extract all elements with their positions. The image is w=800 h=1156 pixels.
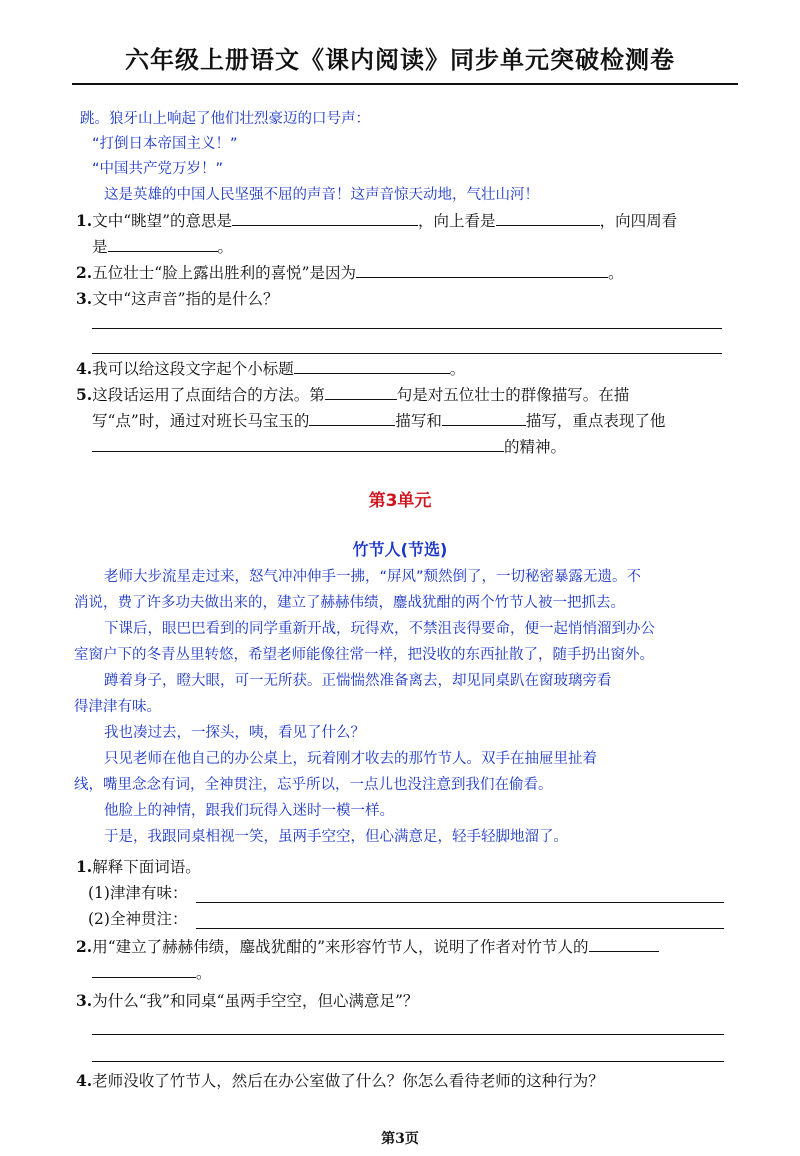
q4-text: 我可以给这段文字起个小标题 <box>92 360 294 378</box>
passage1-line-1: 跳。狼牙山上响起了他们壮烈豪迈的口号声： <box>80 111 370 127</box>
passage2-line-2: 消说，费了许多功夫做出来的，建立了赫赫伟绩，鏖战犹酣的两个竹节人被一把抓去。 <box>74 595 625 611</box>
u3-question-2 <box>76 936 659 958</box>
u3q1-sub1-blank[interactable] <box>196 902 724 903</box>
u3q2-text: 用“建立了赫赫伟绩，鏖战犹酣的”来形容竹节人，说明了作者对竹节人的 <box>92 938 589 956</box>
u3q2-blank-2[interactable] <box>92 962 196 978</box>
q1-blank-3[interactable] <box>108 236 218 252</box>
question-4 <box>76 358 465 380</box>
question-number: 1. <box>76 211 93 230</box>
q4-end: 。 <box>449 360 466 378</box>
question-5-cont-2 <box>92 436 566 458</box>
question-number: 2. <box>76 263 93 282</box>
u3q3-text: 为什么“我”和同桌“虽两手空空，但心满意足”？ <box>92 992 419 1010</box>
u3q2-blank-1[interactable] <box>589 936 659 952</box>
q3-answer-line-2[interactable] <box>92 353 722 354</box>
question-1-cont <box>92 236 233 258</box>
q4-blank[interactable] <box>294 358 450 374</box>
u3-question-1-sub2 <box>88 908 187 930</box>
q2-end: 。 <box>608 264 624 282</box>
u3-question-2-cont <box>92 962 212 984</box>
passage1-line-4: 这是英雄的中国人民坚强不屈的声音！这声音惊天动地，气壮山河！ <box>104 187 539 203</box>
u3q2-end: 。 <box>196 964 212 982</box>
passage2-line-9: 线，嘴里念念有词，全神贯注，忘乎所以，一点儿也没注意到我们在偷看。 <box>74 777 553 793</box>
u3-question-1 <box>76 856 201 878</box>
passage2-line-1: 老师大步流星走过来，怒气冲冲伸手一拂，“屏风”颓然倒了，一切秘密暴露无遗。不 <box>104 569 642 585</box>
question-5 <box>76 384 629 406</box>
q5-text-e: 描写，重点表现了他 <box>525 412 666 430</box>
passage2-line-8: 只见老师在他自己的办公桌上，玩着刚才收去的那竹节人。双手在抽屉里扯着 <box>104 751 597 767</box>
question-number: 1. <box>76 857 93 876</box>
q1-blank-1[interactable] <box>232 210 418 226</box>
q5-text-d: 描写和 <box>395 412 442 430</box>
passage-title: 竹节人(节选) <box>352 540 448 559</box>
u3q1-sub2-blank[interactable] <box>196 928 724 929</box>
q5-blank-4[interactable] <box>92 436 504 452</box>
q5-text-a: 这段话运用了点面结合的方法。第 <box>92 386 325 404</box>
u3q1-sub1-label: (1)津津有味： <box>88 884 188 902</box>
q1-text-3: ，向四周看 <box>599 212 678 230</box>
page-number: 第3页 <box>381 1131 419 1147</box>
question-2 <box>76 262 624 284</box>
q2-text: 五位壮士“脸上露出胜利的喜悦”是因为 <box>92 264 357 282</box>
question-1 <box>76 210 677 232</box>
q5-blank-2[interactable] <box>309 410 395 426</box>
q1-text: 文中“眺望”的意思是 <box>92 212 233 230</box>
q5-blank-3[interactable] <box>442 410 526 426</box>
q1-text-4: 是 <box>92 238 108 256</box>
q5-text-b: 句是对五位壮士的群像描写。在描 <box>396 386 630 404</box>
passage1-line-2: “打倒日本帝国主义！” <box>92 136 238 152</box>
u3q3-answer-line-1[interactable] <box>92 1034 724 1035</box>
question-number: 3. <box>76 289 93 308</box>
passage2-line-4: 室窗户下的冬青丛里转悠，希望老师能像往常一样，把没收的东西扯散了，随手扔出窗外。 <box>74 647 654 663</box>
q1-text-5: 。 <box>217 238 234 256</box>
q5-text-f: 的精神。 <box>504 438 567 456</box>
header-rule <box>72 83 738 85</box>
q5-blank-1[interactable] <box>325 384 397 400</box>
q1-text-2: ，向上看是 <box>418 212 496 230</box>
u3q1-text: 解释下面词语。 <box>92 858 201 876</box>
question-3 <box>76 288 279 310</box>
q1-blank-2[interactable] <box>496 210 600 226</box>
q2-blank[interactable] <box>356 262 608 278</box>
passage2-line-10: 他脸上的神情，跟我们玩得入迷时一模一样。 <box>104 803 394 819</box>
passage2-line-3: 下课后，眼巴巴看到的同学重新开战，玩得欢，不禁沮丧得要命，便一起悄悄溜到办公 <box>104 621 655 637</box>
u3-question-4 <box>76 1070 604 1092</box>
question-5-cont <box>92 410 665 432</box>
u3q4-text: 老师没收了竹节人，然后在办公室做了什么？你怎么看待老师的这种行为？ <box>92 1072 604 1090</box>
passage2-line-5: 蹲着身子，瞪大眼，可一无所获。正惴惴然准备离去，却见同桌趴在窗玻璃旁看 <box>104 673 612 689</box>
passage2-line-11: 于是，我跟同桌相视一笑，虽两手空空，但心满意足，轻手轻脚地溜了。 <box>104 829 568 845</box>
question-number: 3. <box>76 991 93 1010</box>
q3-answer-line-1[interactable] <box>92 328 722 329</box>
u3q1-sub2-label: (2)全神贯注： <box>88 910 188 928</box>
passage2-line-6: 得津津有味。 <box>74 699 161 715</box>
u3-question-3 <box>76 990 418 1012</box>
passage1-line-3: “中国共产党万岁！” <box>92 161 224 177</box>
unit-heading: 第3单元 <box>368 491 432 511</box>
u3q3-answer-line-2[interactable] <box>92 1061 724 1062</box>
q3-text: 文中“这声音”指的是什么？ <box>92 290 279 308</box>
q5-text-c: 写“点”时，通过对班长马宝玉的 <box>92 412 310 430</box>
page-title: 六年级上册语文《课内阅读》同步单元突破检测卷 <box>125 46 675 74</box>
question-number: 4. <box>76 359 93 378</box>
passage2-line-7: 我也凑过去，一探头，咦，看见了什么？ <box>104 725 365 741</box>
question-number: 2. <box>76 937 93 956</box>
u3-question-1-sub1 <box>88 882 187 904</box>
question-number: 5. <box>76 385 93 404</box>
question-number: 4. <box>76 1071 93 1090</box>
